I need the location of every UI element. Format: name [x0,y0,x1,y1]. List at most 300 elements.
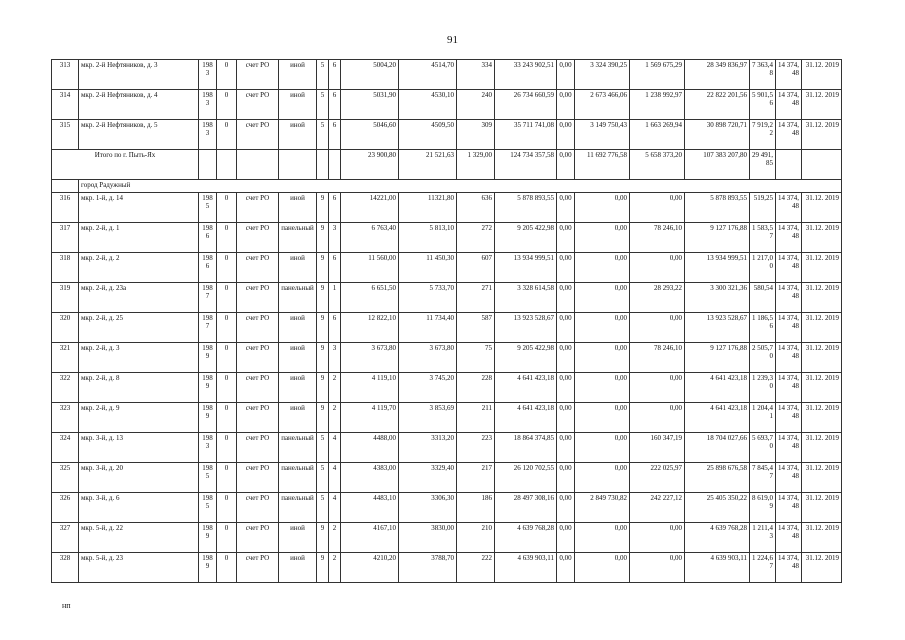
cost-part3-cell: 30 898 720,71 [685,120,750,150]
zero-cell: 0 [217,283,237,313]
cost-part2-cell: 0,00 [630,403,685,433]
limit-cost-cell: 14 374,48 [776,90,802,120]
cost-part3-cell: 4 641 423,18 [685,373,750,403]
living-area-cell: 11 450,30 [399,253,457,283]
deadline-cell: 31.12. 2019 [802,313,842,343]
zero-cell: 0 [217,553,237,583]
limit-cost-cell: 14 374,48 [776,223,802,253]
zero-cell: 0 [217,223,237,253]
deadline-cell: 31.12. 2019 [802,223,842,253]
cost-part1-cell: 0,00 [575,433,630,463]
zero-share-cell: 0,00 [557,223,575,253]
address-cell: мкр. 5-й, д. 23 [79,553,199,583]
year-cell: 1985 [199,193,217,223]
cost-part1-cell: 0,00 [575,373,630,403]
total-row [52,150,842,180]
specific-cost-cell: 519,25 [750,193,776,223]
cost-part2-cell: 1 569 675,29 [630,60,685,90]
cost-part2-cell: 0,00 [630,313,685,343]
address-cell: мкр. 3-й, д. 13 [79,433,199,463]
address-cell: мкр. 3-й, д. 20 [79,463,199,493]
living-area-cell: 4514,70 [399,60,457,90]
floors-cell: 9 [317,553,329,583]
row-number-cell: 325 [52,463,79,493]
limit-cost-cell: 14 374,48 [776,120,802,150]
cost-part1-cell: 0,00 [575,343,630,373]
deadline-cell: 31.12. 2019 [802,493,842,523]
cost-part3-cell: 4 639 903,11 [685,553,750,583]
cost-cell: 26 120 702,55 [495,463,557,493]
row-number-cell: 321 [52,343,79,373]
zero-cell: 0 [217,523,237,553]
material-cell: панельный [279,223,317,253]
zero-cell: 0 [217,313,237,343]
cost-cell: 4 641 423,18 [495,403,557,433]
cost-part3-cell: 9 127 176,88 [685,343,750,373]
living-area-cell: 3329,40 [399,463,457,493]
floors-cell: 9 [317,403,329,433]
floors-cell: 5 [317,493,329,523]
zero-share-cell: 0,00 [557,313,575,343]
fund-cell: счет РО [237,463,279,493]
specific-cost-cell: 1 211,43 [750,523,776,553]
table-row [52,463,842,493]
zero-share-cell: 0,00 [557,493,575,523]
floors-cell: 5 [317,120,329,150]
address-cell: мкр. 2-й Нефтяников, д. 3 [79,60,199,90]
zero-cell: 0 [217,403,237,433]
year-cell: 1986 [199,223,217,253]
specific-cost-cell: 7 845,47 [750,463,776,493]
row-number-cell: 316 [52,193,79,223]
cost-part2-cell: 0,00 [630,523,685,553]
living-area-cell: 5 733,70 [399,283,457,313]
entrances-cell: 6 [329,253,341,283]
table-row [52,120,842,150]
residents-cell: 222 [457,553,495,583]
cost-cell: 18 864 374,85 [495,433,557,463]
total-area-cell: 12 822,10 [341,313,399,343]
city-name: город Радужный [79,180,842,193]
year-cell: 1989 [199,343,217,373]
limit-cost-cell: 14 374,48 [776,253,802,283]
cost-part3-cell: 3 300 321,36 [685,283,750,313]
limit-cost-cell: 14 374,48 [776,523,802,553]
cost-part1-cell: 0,00 [575,193,630,223]
cost-cell: 3 328 614,58 [495,283,557,313]
living-area-cell: 4509,50 [399,120,457,150]
zero-share-cell: 0,00 [557,120,575,150]
limit-cost-cell: 14 374,48 [776,343,802,373]
floors-cell: 9 [317,523,329,553]
address-cell: мкр. 3-й, д. 6 [79,493,199,523]
material-cell: иной [279,120,317,150]
total-area-cell: 3 673,80 [341,343,399,373]
cost-cell: 9 205 422,98 [495,343,557,373]
living-area-cell: 3306,30 [399,493,457,523]
row-number-cell: 327 [52,523,79,553]
row-number-cell: 315 [52,120,79,150]
cost-part1-cell: 0,00 [575,283,630,313]
total-area-cell: 4383,00 [341,463,399,493]
row-number-cell: 326 [52,493,79,523]
cost-cell: 13 923 528,67 [495,313,557,343]
fund-cell: счет РО [237,120,279,150]
specific-cost-cell: 5 693,70 [750,433,776,463]
row-number-cell: 314 [52,90,79,120]
cost-cell: 35 711 741,08 [495,120,557,150]
limit-cost-cell: 14 374,48 [776,403,802,433]
cost-part1-cell: 0,00 [575,313,630,343]
material-cell: панельный [279,433,317,463]
zero-cell: 0 [217,90,237,120]
zero-cell: 0 [217,433,237,463]
zero-share-cell: 0,00 [557,283,575,313]
specific-cost-cell: 1 239,30 [750,373,776,403]
empty-cell [52,180,79,193]
residents-cell: 607 [457,253,495,283]
entrances-cell: 4 [329,463,341,493]
cost-part2-cell: 78 246,10 [630,343,685,373]
table-row [52,343,842,373]
footer-mark: нп [62,601,71,610]
row-number-cell: 318 [52,253,79,283]
cost-cell: 5 878 893,55 [495,193,557,223]
cost-part3-cell: 25 898 676,58 [685,463,750,493]
cost-part1-cell: 0,00 [575,463,630,493]
entrances-cell: 3 [329,223,341,253]
year-cell: 1985 [199,463,217,493]
specific-cost-cell: 1 224,67 [750,553,776,583]
year-cell: 1989 [199,373,217,403]
specific-cost-cell: 1 583,57 [750,223,776,253]
limit-cost-cell: 14 374,48 [776,193,802,223]
living-area-cell: 3 673,80 [399,343,457,373]
cost-part3-cell: 25 405 350,22 [685,493,750,523]
row-number-cell: 313 [52,60,79,90]
table-row [52,493,842,523]
deadline-cell: 31.12. 2019 [802,120,842,150]
year-cell: 1983 [199,433,217,463]
specific-cost-cell: 580,54 [750,283,776,313]
material-cell: панельный [279,283,317,313]
residents-cell: 210 [457,523,495,553]
specific-cost-cell: 5 901,56 [750,90,776,120]
deadline-cell: 31.12. 2019 [802,373,842,403]
table-row [52,283,842,313]
limit-cost-cell: 14 374,48 [776,313,802,343]
total-area-cell: 11 560,00 [341,253,399,283]
fund-cell: счет РО [237,283,279,313]
deadline-cell: 31.12. 2019 [802,60,842,90]
fund-cell: счет РО [237,313,279,343]
cost-part3-cell: 22 822 201,56 [685,90,750,120]
limit-cost-cell: 14 374,48 [776,373,802,403]
floors-cell: 9 [317,253,329,283]
entrances-cell: 6 [329,193,341,223]
cost-part1-cell: 0,00 [575,523,630,553]
floors-cell: 9 [317,373,329,403]
cost-part3-cell: 28 349 836,97 [685,60,750,90]
fund-cell: счет РО [237,223,279,253]
cost-cell: 4 639 768,28 [495,523,557,553]
cost-cell: 33 243 902,51 [495,60,557,90]
year-cell: 1987 [199,283,217,313]
material-cell: иной [279,253,317,283]
row-number-cell: 323 [52,403,79,433]
residents-cell: 334 [457,60,495,90]
table-row [52,373,842,403]
material-cell: панельный [279,493,317,523]
zero-cell: 0 [217,60,237,90]
limit-cost-cell: 14 374,48 [776,553,802,583]
specific-cost-cell: 7 919,22 [750,120,776,150]
cost-part2-cell: 160 347,19 [630,433,685,463]
total-area-cell: 4483,10 [341,493,399,523]
year-cell: 1987 [199,313,217,343]
year-cell: 1983 [199,90,217,120]
fund-cell: счет РО [237,493,279,523]
cost-cell: 13 934 999,51 [495,253,557,283]
cost-cell: 26 734 660,59 [495,90,557,120]
total-a1-cell: 23 900,80 [341,150,399,180]
year-cell: 1983 [199,120,217,150]
floors-cell: 5 [317,90,329,120]
year-cell: 1983 [199,60,217,90]
total-area-cell: 4 119,70 [341,403,399,433]
living-area-cell: 3830,00 [399,523,457,553]
entrances-cell: 2 [329,403,341,433]
zero-share-cell: 0,00 [557,403,575,433]
cost-part1-cell: 0,00 [575,223,630,253]
table-row [52,523,842,553]
residents-cell: 309 [457,120,495,150]
total-area-cell: 5046,60 [341,120,399,150]
fund-cell: счет РО [237,193,279,223]
specific-cost-cell: 1 204,41 [750,403,776,433]
deadline-cell: 31.12. 2019 [802,433,842,463]
floors-cell: 9 [317,193,329,223]
total-label: Итого по г. Пыть-Ях [52,150,199,180]
address-cell: мкр. 2-й, д. 8 [79,373,199,403]
deadline-cell: 31.12. 2019 [802,403,842,433]
total-z2-cell: 0,00 [557,150,575,180]
living-area-cell: 3788,70 [399,553,457,583]
residents-cell: 636 [457,193,495,223]
residents-cell: 228 [457,373,495,403]
table-row [52,433,842,463]
row-number-cell: 317 [52,223,79,253]
residents-cell: 587 [457,313,495,343]
row-number-cell: 319 [52,283,79,313]
residents-cell: 271 [457,283,495,313]
deadline-cell: 31.12. 2019 [802,463,842,493]
total-area-cell: 4210,20 [341,553,399,583]
empty-cell [217,150,237,180]
zero-share-cell: 0,00 [557,343,575,373]
material-cell: иной [279,90,317,120]
deadline-cell: 31.12. 2019 [802,283,842,313]
total-area-cell: 4488,00 [341,433,399,463]
residents-cell: 217 [457,463,495,493]
entrances-cell: 4 [329,493,341,523]
residents-cell: 240 [457,90,495,120]
limit-cost-cell: 14 374,48 [776,433,802,463]
cost-part1-cell: 2 673 466,06 [575,90,630,120]
address-cell: мкр. 2-й, д. 1 [79,223,199,253]
total-area-cell: 4 119,10 [341,373,399,403]
material-cell: иной [279,193,317,223]
year-cell: 1985 [199,493,217,523]
specific-cost-cell: 1 217,00 [750,253,776,283]
total-area-cell: 5031,90 [341,90,399,120]
material-cell: иной [279,373,317,403]
cost-part1-cell: 0,00 [575,253,630,283]
zero-cell: 0 [217,343,237,373]
fund-cell: счет РО [237,553,279,583]
cost-part1-cell: 0,00 [575,403,630,433]
zero-share-cell: 0,00 [557,523,575,553]
deadline-cell: 31.12. 2019 [802,553,842,583]
cost-part2-cell: 242 227,12 [630,493,685,523]
fund-cell: счет РО [237,433,279,463]
material-cell: иной [279,343,317,373]
entrances-cell: 2 [329,373,341,403]
floors-cell: 9 [317,313,329,343]
zero-cell: 0 [217,463,237,493]
empty-cell [237,150,279,180]
specific-cost-cell: 8 619,09 [750,493,776,523]
fund-cell: счет РО [237,403,279,433]
floors-cell: 9 [317,283,329,313]
table-row [52,253,842,283]
residents-cell: 272 [457,223,495,253]
residents-cell: 75 [457,343,495,373]
year-cell: 1986 [199,253,217,283]
entrances-cell: 6 [329,90,341,120]
total-area-cell: 6 763,40 [341,223,399,253]
empty-cell [802,150,842,180]
floors-cell: 9 [317,343,329,373]
entrances-cell: 4 [329,433,341,463]
table-row [52,223,842,253]
year-cell: 1989 [199,553,217,583]
entrances-cell: 1 [329,283,341,313]
total-area-cell: 4167,10 [341,523,399,553]
address-cell: мкр. 2-й Нефтяников, д. 5 [79,120,199,150]
limit-cost-cell: 14 374,48 [776,463,802,493]
material-cell: иной [279,313,317,343]
limit-cost-cell: 14 374,48 [776,60,802,90]
zero-share-cell: 0,00 [557,193,575,223]
material-cell: иной [279,60,317,90]
cost-part2-cell: 1 238 992,97 [630,90,685,120]
cost-part2-cell: 0,00 [630,373,685,403]
table-row [52,60,842,90]
cost-part3-cell: 13 923 528,67 [685,313,750,343]
entrances-cell: 6 [329,60,341,90]
zero-cell: 0 [217,193,237,223]
fund-cell: счет РО [237,253,279,283]
cost-cell: 4 639 903,11 [495,553,557,583]
table-row [52,193,842,223]
entrances-cell: 2 [329,553,341,583]
cost-part1-cell: 3 324 390,25 [575,60,630,90]
total-res-cell: 1 329,00 [457,150,495,180]
table-row [52,90,842,120]
fund-cell: счет РО [237,373,279,403]
specific-cost-cell: 2 505,70 [750,343,776,373]
floors-cell: 5 [317,463,329,493]
address-cell: мкр. 5-й, д. 22 [79,523,199,553]
empty-cell [329,150,341,180]
address-cell: мкр. 2-й, д. 25 [79,313,199,343]
zero-share-cell: 0,00 [557,253,575,283]
cost-part3-cell: 13 934 999,51 [685,253,750,283]
row-number-cell: 322 [52,373,79,403]
deadline-cell: 31.12. 2019 [802,90,842,120]
living-area-cell: 3313,20 [399,433,457,463]
housing-table [51,59,842,583]
total-spec-cell: 29 491,85 [750,150,776,180]
cost-part2-cell: 0,00 [630,193,685,223]
living-area-cell: 11 734,40 [399,313,457,343]
cost-part3-cell: 18 704 027,66 [685,433,750,463]
zero-cell: 0 [217,373,237,403]
living-area-cell: 4530,10 [399,90,457,120]
zero-cell: 0 [217,120,237,150]
cost-part2-cell: 1 663 269,94 [630,120,685,150]
entrances-cell: 2 [329,523,341,553]
cost-part3-cell: 9 127 176,88 [685,223,750,253]
total-area-cell: 14221,00 [341,193,399,223]
deadline-cell: 31.12. 2019 [802,253,842,283]
entrances-cell: 3 [329,343,341,373]
total-c2-cell: 5 658 373,20 [630,150,685,180]
address-cell: мкр. 2-й, д. 9 [79,403,199,433]
cost-part2-cell: 0,00 [630,253,685,283]
total-c1-cell: 11 692 776,58 [575,150,630,180]
cost-part2-cell: 0,00 [630,553,685,583]
cost-part1-cell: 2 849 730,82 [575,493,630,523]
cost-part3-cell: 4 641 423,18 [685,403,750,433]
address-cell: мкр. 2-й Нефтяников, д. 4 [79,90,199,120]
fund-cell: счет РО [237,523,279,553]
address-cell: мкр. 2-й, д. 3 [79,343,199,373]
total-area-cell: 6 651,50 [341,283,399,313]
entrances-cell: 6 [329,120,341,150]
cost-cell: 9 205 422,98 [495,223,557,253]
total-c3-cell: 107 383 207,80 [685,150,750,180]
cost-part1-cell: 0,00 [575,553,630,583]
zero-share-cell: 0,00 [557,553,575,583]
table-row [52,403,842,433]
zero-share-cell: 0,00 [557,433,575,463]
zero-share-cell: 0,00 [557,463,575,493]
row-number-cell: 320 [52,313,79,343]
row-number-cell: 324 [52,433,79,463]
table-row [52,313,842,343]
cost-part2-cell: 28 293,22 [630,283,685,313]
specific-cost-cell: 1 186,56 [750,313,776,343]
material-cell: иной [279,403,317,433]
material-cell: иной [279,523,317,553]
zero-share-cell: 0,00 [557,373,575,403]
address-cell: мкр. 1-й, д. 14 [79,193,199,223]
floors-cell: 9 [317,223,329,253]
deadline-cell: 31.12. 2019 [802,343,842,373]
limit-cost-cell: 14 374,48 [776,493,802,523]
